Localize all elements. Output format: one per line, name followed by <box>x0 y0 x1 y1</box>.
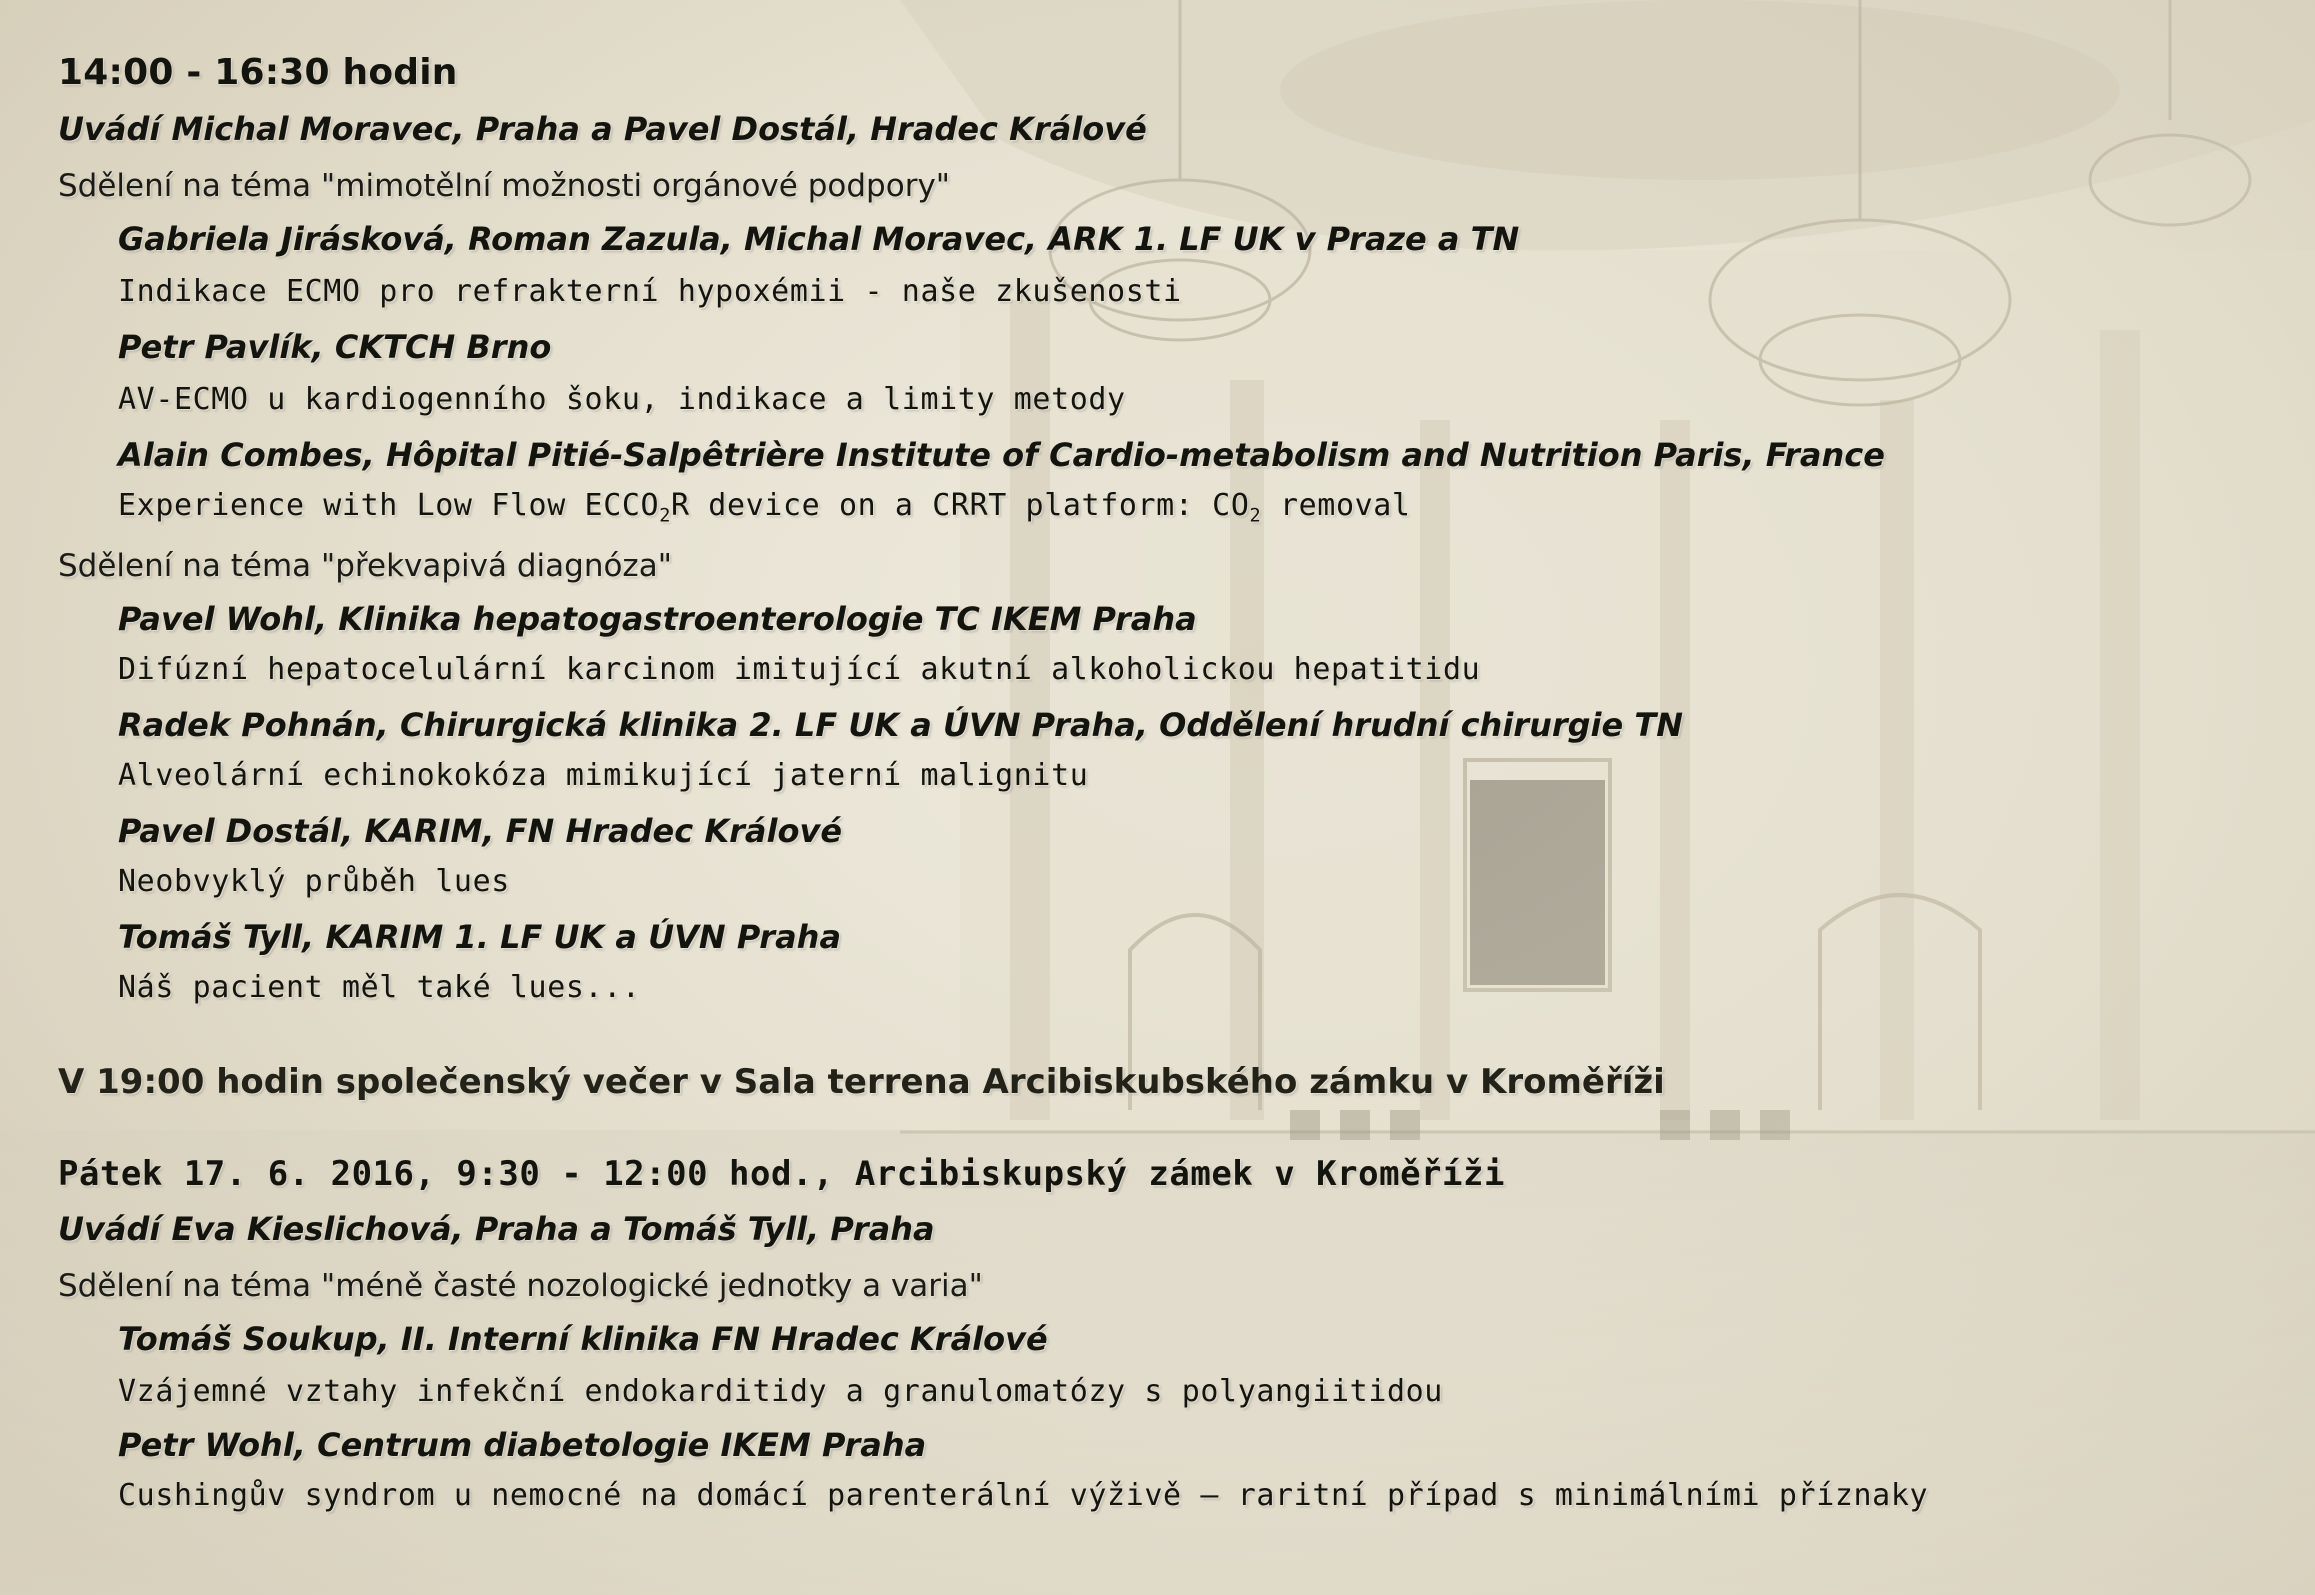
subscript-2: 2 <box>1249 505 1262 527</box>
talk-title: Indikace ECMO pro refrakterní hypoxémii - naše zkušenosti <box>118 274 1182 309</box>
talk-author: Petr Wohl, Centrum diabetologie IKEM Praha <box>118 1426 927 1464</box>
talk-author: Alain Combes, Hôpital Pitié-Salpêtrière Institute of Cardio-metabolism and Nutrition Paris, France <box>118 436 1885 474</box>
talk-author: Petr Pavlík, CKTCH Brno <box>118 328 552 366</box>
talk-title: Neobvyklý průběh lues <box>118 864 510 899</box>
talk-author: Gabriela Jirásková, Roman Zazula, Michal Moravec, ARK 1. LF UK v Praze a TN <box>118 220 1520 258</box>
talk-title: Alveolární echinokokóza mimikující jaterní malignitu <box>118 758 1089 793</box>
session-presenters: Uvádí Michal Moravec, Praha a Pavel Dostál, Hradec Králové <box>58 110 1147 148</box>
talk-author: Tomáš Soukup, II. Interní klinika FN Hradec Králové <box>118 1320 1048 1358</box>
talk-title-part: Experience with Low Flow ECCO <box>118 488 660 523</box>
topic-heading: Sdělení na téma "méně časté nozologické jednotky a varia" <box>58 1268 983 1304</box>
talk-title: Vzájemné vztahy infekční endokarditidy a granulomatózy s polyangiitidou <box>118 1374 1443 1409</box>
talk-title: Náš pacient měl také lues... <box>118 970 641 1005</box>
talk-author: Pavel Dostál, KARIM, FN Hradec Králové <box>118 812 843 850</box>
talk-title: AV-ECMO u kardiogenního šoku, indikace a limity metody <box>118 382 1126 417</box>
session-time-heading: 14:00 - 16:30 hodin <box>58 52 458 93</box>
topic-heading: Sdělení na téma "mimotělní možnosti orgánové podpory" <box>58 168 951 204</box>
talk-author: Radek Pohnán, Chirurgická klinika 2. LF UK a ÚVN Praha, Oddělení hrudní chirurgie TN <box>118 706 1683 744</box>
talk-author: Pavel Wohl, Klinika hepatogastroenterologie TC IKEM Praha <box>118 600 1197 638</box>
social-evening-note: V 19:00 hodin společenský večer v Sala terrena Arcibiskubského zámku v Kroměříži <box>58 1062 1665 1102</box>
day-heading: Pátek 17. 6. 2016, 9:30 - 12:00 hod., Arcibiskupský zámek v Kroměříži <box>58 1154 1505 1194</box>
subscript-2: 2 <box>659 505 671 527</box>
talk-title-part: removal <box>1261 488 1411 523</box>
topic-heading: Sdělení na téma "překvapivá diagnóza" <box>58 548 672 584</box>
session-presenters: Uvádí Eva Kieslichová, Praha a Tomáš Tyll, Praha <box>58 1210 935 1248</box>
talk-title: Cushingův syndrom u nemocné na domácí parenterální výživě – raritní případ s minimálními příznaky <box>118 1478 1929 1513</box>
talk-title <box>118 488 1411 527</box>
talk-author: Tomáš Tyll, KARIM 1. LF UK a ÚVN Praha <box>118 918 842 956</box>
talk-title: Difúzní hepatocelulární karcinom imitující akutní alkoholickou hepatitidu <box>118 652 1481 687</box>
talk-title-part: R device on a CRRT platform: CO <box>670 488 1250 523</box>
